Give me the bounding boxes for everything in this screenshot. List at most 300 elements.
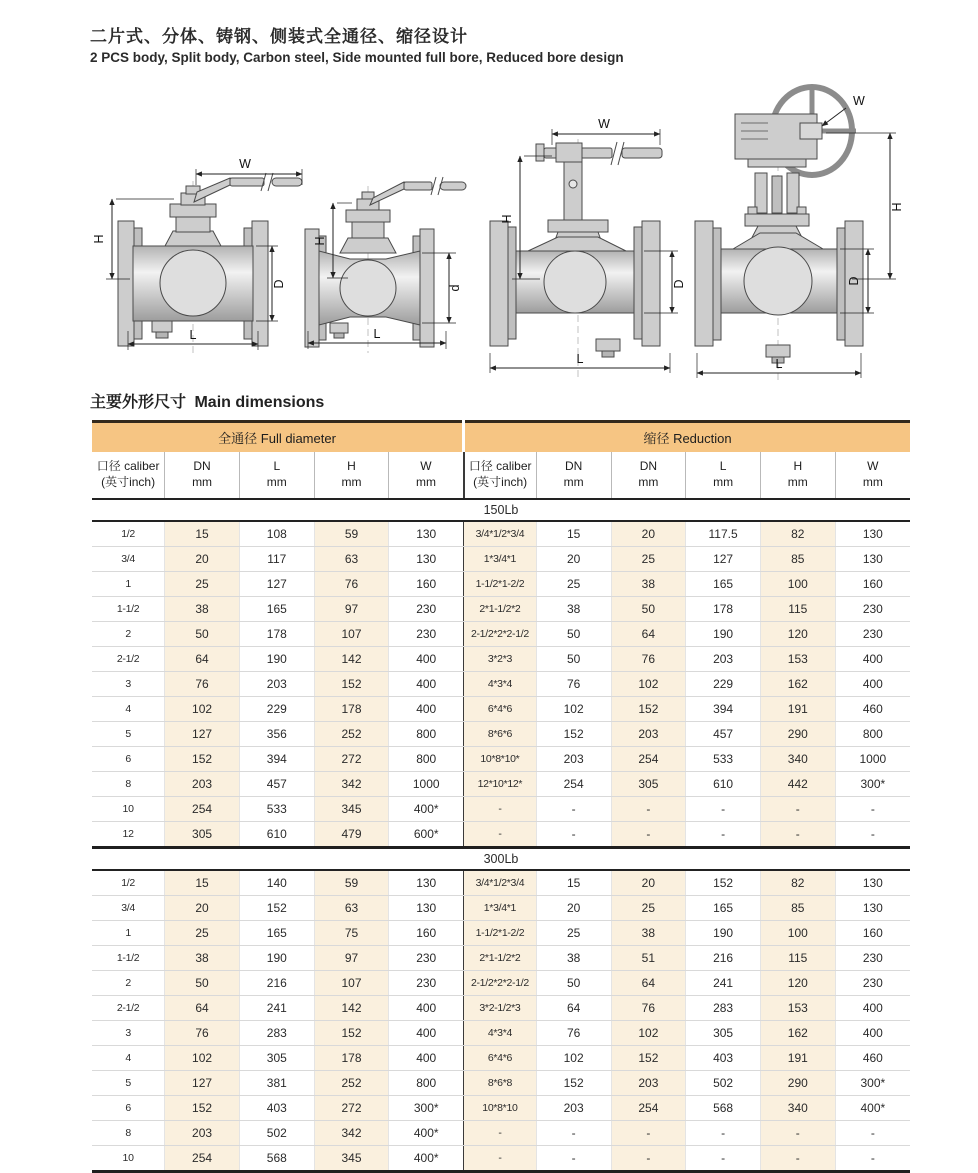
pressure-class-label: 150Lb — [92, 499, 910, 521]
table-cell: 142 — [314, 996, 389, 1021]
dim-label-w: W — [853, 94, 865, 108]
table-row — [92, 697, 910, 722]
table-cell: - — [536, 797, 611, 822]
page-title-en: 2 PCS body, Split body, Carbon steel, Side mounted full bore, Reduced bore design — [90, 50, 624, 65]
table-cell: 10*8*10 — [464, 1096, 537, 1121]
table-cell: 2-1/2*2*2-1/2 — [464, 622, 537, 647]
table-cell: 6*4*6 — [464, 1046, 537, 1071]
table-cell: 254 — [611, 747, 686, 772]
table-cell: 254 — [165, 1146, 240, 1172]
table-cell: 115 — [760, 597, 835, 622]
table-cell: 190 — [686, 921, 761, 946]
table-cell: 800 — [835, 722, 910, 747]
table-cell: 1-1/2 — [92, 597, 165, 622]
table-cell: 394 — [686, 697, 761, 722]
table-cell: 85 — [760, 896, 835, 921]
valve-drawing-reduced-bore-lever — [305, 177, 466, 353]
table-cell: 229 — [686, 672, 761, 697]
table-cell: 12 — [92, 822, 165, 848]
column-header: 口径 caliber (英寸inch) — [464, 452, 537, 499]
table-cell: 102 — [165, 697, 240, 722]
table-cell: 63 — [314, 896, 389, 921]
table-cell: 254 — [165, 797, 240, 822]
table-cell: - — [835, 797, 910, 822]
table-cell: 230 — [835, 946, 910, 971]
table-cell: 76 — [611, 647, 686, 672]
table-cell: 2 — [92, 622, 165, 647]
table-cell: 100 — [760, 572, 835, 597]
table-cell: 203 — [611, 1071, 686, 1096]
table-cell: 502 — [686, 1071, 761, 1096]
table-cell: 5 — [92, 722, 165, 747]
column-header: L mm — [239, 452, 314, 499]
dim-label-w: W — [598, 117, 610, 131]
table-cell: 97 — [314, 946, 389, 971]
table-cell: 160 — [835, 921, 910, 946]
table-cell: 38 — [611, 572, 686, 597]
table-cell: 305 — [239, 1046, 314, 1071]
table-cell: 190 — [686, 622, 761, 647]
table-cell: 38 — [165, 946, 240, 971]
dim-label-l: L — [576, 352, 584, 366]
table-cell: 25 — [165, 921, 240, 946]
table-cell: 254 — [611, 1096, 686, 1121]
table-cell: 203 — [239, 672, 314, 697]
dim-label-d-small: d — [448, 284, 462, 292]
table-cell: 1*3/4*1 — [464, 547, 537, 572]
table-cell: 15 — [165, 521, 240, 547]
table-cell: 5 — [92, 1071, 165, 1096]
table-cell: - — [686, 822, 761, 848]
table-cell: 203 — [611, 722, 686, 747]
table-cell: - — [760, 1121, 835, 1146]
table-cell: 127 — [165, 722, 240, 747]
table-cell: - — [760, 822, 835, 848]
table-cell: 50 — [611, 597, 686, 622]
table-cell: - — [835, 822, 910, 848]
table-cell: - — [686, 1121, 761, 1146]
column-header: DN mm — [536, 452, 611, 499]
table-cell: 203 — [165, 1121, 240, 1146]
table-cell: - — [611, 1146, 686, 1172]
table-cell: 152 — [314, 672, 389, 697]
table-cell: 356 — [239, 722, 314, 747]
table-cell: 340 — [760, 1096, 835, 1121]
table-cell: 230 — [835, 597, 910, 622]
table-cell: 1-1/2*1-2/2 — [464, 572, 537, 597]
section-label-row — [92, 848, 910, 871]
table-cell: 15 — [165, 870, 240, 896]
table-cell: 8 — [92, 772, 165, 797]
table-cell: 3*2*3 — [464, 647, 537, 672]
table-cell: 229 — [239, 697, 314, 722]
table-cell: 160 — [389, 572, 464, 597]
table-cell: 108 — [239, 521, 314, 547]
table-cell: 457 — [686, 722, 761, 747]
column-header: 口径 caliber (英寸inch) — [92, 452, 165, 499]
table-cell: 300* — [835, 1071, 910, 1096]
table-cell: 800 — [389, 722, 464, 747]
table-cell: 241 — [239, 996, 314, 1021]
table-cell: 50 — [165, 622, 240, 647]
table-cell: 152 — [239, 896, 314, 921]
table-cell: 50 — [165, 971, 240, 996]
table-cell: 460 — [835, 697, 910, 722]
table-cell: 4 — [92, 697, 165, 722]
table-cell: 10 — [92, 797, 165, 822]
table-cell: 203 — [536, 747, 611, 772]
dim-label-h: H — [890, 202, 904, 212]
table-cell: 50 — [536, 971, 611, 996]
table-cell: 400* — [835, 1096, 910, 1121]
table-cell: 403 — [686, 1046, 761, 1071]
table-cell: - — [611, 797, 686, 822]
column-header: W mm — [389, 452, 464, 499]
table-cell: 6 — [92, 1096, 165, 1121]
table-cell: - — [686, 797, 761, 822]
table-cell: 165 — [239, 921, 314, 946]
table-cell: - — [835, 1146, 910, 1172]
table-cell: 51 — [611, 946, 686, 971]
table-row — [92, 1121, 910, 1146]
table-cell: 290 — [760, 1071, 835, 1096]
table-cell: 10*8*10* — [464, 747, 537, 772]
table-cell: 216 — [239, 971, 314, 996]
table-cell: 120 — [760, 971, 835, 996]
table-cell: 400 — [389, 1046, 464, 1071]
table-row — [92, 1146, 910, 1172]
table-cell: 400 — [389, 1021, 464, 1046]
table-cell: 610 — [686, 772, 761, 797]
table-cell: 2 — [92, 971, 165, 996]
table-cell: 59 — [314, 870, 389, 896]
table-cell: 2-1/2*2*2-1/2 — [464, 971, 537, 996]
table-cell: 400 — [835, 647, 910, 672]
table-cell: 127 — [165, 1071, 240, 1096]
table-cell: 20 — [536, 547, 611, 572]
table-cell: 345 — [314, 797, 389, 822]
table-cell: 568 — [239, 1146, 314, 1172]
table-cell: 50 — [536, 647, 611, 672]
table-cell: 502 — [239, 1121, 314, 1146]
table-cell: 153 — [760, 647, 835, 672]
table-cell: 1000 — [835, 747, 910, 772]
table-cell: 340 — [760, 747, 835, 772]
dim-label-l: L — [373, 327, 381, 341]
table-cell: 76 — [536, 1021, 611, 1046]
table-row — [92, 547, 910, 572]
table-cell: 403 — [239, 1096, 314, 1121]
dim-label-h: H — [313, 236, 327, 246]
table-cell: 442 — [760, 772, 835, 797]
table-cell: 130 — [389, 547, 464, 572]
table-row — [92, 722, 910, 747]
table-cell: 610 — [239, 822, 314, 848]
table-cell: 3/4 — [92, 547, 165, 572]
table-cell: 3/4 — [92, 896, 165, 921]
table-cell: 230 — [835, 622, 910, 647]
section-heading — [90, 389, 978, 412]
table-cell: 479 — [314, 822, 389, 848]
table-cell: 130 — [835, 870, 910, 896]
table-cell: 117 — [239, 547, 314, 572]
table-cell: 3/4*1/2*3/4 — [464, 521, 537, 547]
table-row — [92, 672, 910, 697]
table-cell: - — [611, 822, 686, 848]
table-cell: 76 — [165, 672, 240, 697]
table-cell: 82 — [760, 521, 835, 547]
table-cell: 1 — [92, 572, 165, 597]
table-cell: 107 — [314, 622, 389, 647]
table-cell: - — [536, 1121, 611, 1146]
table-cell: 600* — [389, 822, 464, 848]
column-header: DN mm — [611, 452, 686, 499]
dim-label-d: D — [272, 279, 286, 289]
table-row — [92, 622, 910, 647]
table-cell: 38 — [611, 921, 686, 946]
column-header: H mm — [314, 452, 389, 499]
table-cell: 1/2 — [92, 870, 165, 896]
table-cell: 4 — [92, 1046, 165, 1071]
table-cell: 25 — [165, 572, 240, 597]
table-cell: 20 — [165, 896, 240, 921]
table-cell: - — [611, 1121, 686, 1146]
table-cell: 400 — [389, 647, 464, 672]
valve-drawing-bar-handle — [490, 117, 686, 379]
table-cell: 25 — [536, 921, 611, 946]
table-cell: 82 — [760, 870, 835, 896]
table-cell: 230 — [389, 971, 464, 996]
table-cell: 59 — [314, 521, 389, 547]
dim-label-d: D — [847, 276, 861, 286]
table-cell: 153 — [760, 996, 835, 1021]
table-cell: 460 — [835, 1046, 910, 1071]
table-cell: 64 — [611, 971, 686, 996]
dim-label-l: L — [189, 328, 197, 342]
table-row — [92, 921, 910, 946]
table-cell: 533 — [239, 797, 314, 822]
table-cell: 342 — [314, 1121, 389, 1146]
table-cell: 305 — [686, 1021, 761, 1046]
table-cell: 345 — [314, 1146, 389, 1172]
dim-label-d: D — [672, 279, 686, 289]
table-cell: 15 — [536, 521, 611, 547]
table-cell: 8*6*8 — [464, 1071, 537, 1096]
table-cell: 4*3*4 — [464, 672, 537, 697]
table-cell: 20 — [536, 896, 611, 921]
table-cell: 533 — [686, 747, 761, 772]
table-cell: 800 — [389, 1071, 464, 1096]
table-cell: 178 — [686, 597, 761, 622]
table-cell: - — [464, 1146, 537, 1172]
column-header: H mm — [760, 452, 835, 499]
table-cell: 178 — [239, 622, 314, 647]
table-row — [92, 996, 910, 1021]
table-cell: 38 — [165, 597, 240, 622]
valve-drawing-gear-operated — [695, 87, 904, 383]
table-cell: 130 — [389, 870, 464, 896]
table-row — [92, 597, 910, 622]
table-cell: 102 — [611, 672, 686, 697]
table-cell: 216 — [686, 946, 761, 971]
table-cell: 191 — [760, 697, 835, 722]
table-cell: 152 — [165, 1096, 240, 1121]
section-heading-en: Main dimensions — [194, 394, 325, 411]
table-cell: 15 — [536, 870, 611, 896]
table-cell: 568 — [686, 1096, 761, 1121]
table-cell: 102 — [536, 1046, 611, 1071]
table-cell: 25 — [611, 896, 686, 921]
table-cell: 400* — [389, 1146, 464, 1172]
table-cell: 400* — [389, 1121, 464, 1146]
table-cell: - — [536, 1146, 611, 1172]
table-cell: 162 — [760, 1021, 835, 1046]
table-row — [92, 1046, 910, 1071]
table-cell: 20 — [611, 870, 686, 896]
table-cell: 76 — [165, 1021, 240, 1046]
table-cell: 64 — [611, 622, 686, 647]
table-cell: 400 — [389, 697, 464, 722]
table-cell: 3 — [92, 672, 165, 697]
table-cell: 64 — [165, 647, 240, 672]
table-cell: 2-1/2 — [92, 996, 165, 1021]
table-cell: 6 — [92, 747, 165, 772]
table-cell: 457 — [239, 772, 314, 797]
table-cell: 290 — [760, 722, 835, 747]
table-row — [92, 822, 910, 848]
table-cell: 178 — [314, 697, 389, 722]
table-row — [92, 896, 910, 921]
table-cell: 100 — [760, 921, 835, 946]
table-cell: 152 — [686, 870, 761, 896]
table-cell: 117.5 — [686, 521, 761, 547]
table-cell: 63 — [314, 547, 389, 572]
group-header: 缩径 Reduction — [464, 422, 910, 453]
table-cell: 165 — [239, 597, 314, 622]
table-row — [92, 971, 910, 996]
table-cell: 3/4*1/2*3/4 — [464, 870, 537, 896]
table-cell: 254 — [536, 772, 611, 797]
table-cell: - — [760, 797, 835, 822]
table-cell: 50 — [536, 622, 611, 647]
table-row — [92, 647, 910, 672]
table-cell: 140 — [239, 870, 314, 896]
table-cell: 10 — [92, 1146, 165, 1172]
table-cell: - — [686, 1146, 761, 1172]
table-cell: 76 — [314, 572, 389, 597]
column-header: W mm — [835, 452, 910, 499]
table-cell: 203 — [686, 647, 761, 672]
title-block — [0, 0, 978, 65]
dim-label-l: L — [775, 357, 783, 371]
table-cell: 252 — [314, 722, 389, 747]
table-cell: 1 — [92, 921, 165, 946]
table-cell: 230 — [389, 597, 464, 622]
table-row — [92, 521, 910, 547]
table-cell: 127 — [239, 572, 314, 597]
table-cell: 85 — [760, 547, 835, 572]
table-cell: 178 — [314, 1046, 389, 1071]
table-cell: 4*3*4 — [464, 1021, 537, 1046]
table-cell: - — [835, 1121, 910, 1146]
table-cell: 8*6*6 — [464, 722, 537, 747]
table-cell: 165 — [686, 896, 761, 921]
pressure-class-label: 300Lb — [92, 848, 910, 871]
table-cell: 142 — [314, 647, 389, 672]
table-row — [92, 870, 910, 896]
table-cell: 38 — [536, 946, 611, 971]
table-cell: 300* — [389, 1096, 464, 1121]
dimensions-table — [92, 420, 910, 1173]
table-cell: 102 — [611, 1021, 686, 1046]
table-row — [92, 797, 910, 822]
table-cell: 64 — [165, 996, 240, 1021]
table-cell: 283 — [239, 1021, 314, 1046]
table-row — [92, 946, 910, 971]
table-cell: 203 — [536, 1096, 611, 1121]
table-cell: 400* — [389, 797, 464, 822]
table-cell: 305 — [611, 772, 686, 797]
table-row — [92, 747, 910, 772]
column-header: DN mm — [165, 452, 240, 499]
valve-drawing-full-bore-lever — [92, 157, 302, 353]
table-cell: 190 — [239, 647, 314, 672]
table-cell: 1-1/2 — [92, 946, 165, 971]
table-cell: 102 — [165, 1046, 240, 1071]
dim-label-h: H — [92, 234, 106, 244]
table-cell: 76 — [611, 996, 686, 1021]
table-cell: 130 — [835, 521, 910, 547]
table-cell: 305 — [165, 822, 240, 848]
table-cell: - — [464, 1121, 537, 1146]
table-cell: 97 — [314, 597, 389, 622]
table-cell: 130 — [835, 896, 910, 921]
table-cell: 400 — [389, 996, 464, 1021]
table-cell: 191 — [760, 1046, 835, 1071]
table-cell: 400 — [835, 672, 910, 697]
table-cell: 160 — [835, 572, 910, 597]
table-cell: 152 — [611, 1046, 686, 1071]
table-cell: 102 — [536, 697, 611, 722]
table-cell: 3 — [92, 1021, 165, 1046]
table-cell: 152 — [611, 697, 686, 722]
table-cell: 25 — [611, 547, 686, 572]
table-cell: 800 — [389, 747, 464, 772]
table-cell: 342 — [314, 772, 389, 797]
table-cell: 64 — [536, 996, 611, 1021]
dim-label-h: H — [500, 214, 514, 224]
table-cell: 203 — [165, 772, 240, 797]
table-cell: 6*4*6 — [464, 697, 537, 722]
table-row — [92, 1096, 910, 1121]
table-cell: 75 — [314, 921, 389, 946]
table-cell: 1000 — [389, 772, 464, 797]
group-header: 全通径 Full diameter — [92, 422, 464, 453]
table-cell: 230 — [389, 946, 464, 971]
table-cell: 272 — [314, 747, 389, 772]
table-cell: 130 — [389, 896, 464, 921]
table-row — [92, 772, 910, 797]
table-cell: 8 — [92, 1121, 165, 1146]
table-cell: 1-1/2*1-2/2 — [464, 921, 537, 946]
table-cell: 115 — [760, 946, 835, 971]
table-cell: 283 — [686, 996, 761, 1021]
page-title-zh: 二片式、分体、铸钢、侧装式全通径、缩径设计 — [90, 27, 468, 46]
table-cell: 190 — [239, 946, 314, 971]
table-cell: 152 — [536, 722, 611, 747]
section-label-row — [92, 499, 910, 521]
table-cell: 76 — [536, 672, 611, 697]
